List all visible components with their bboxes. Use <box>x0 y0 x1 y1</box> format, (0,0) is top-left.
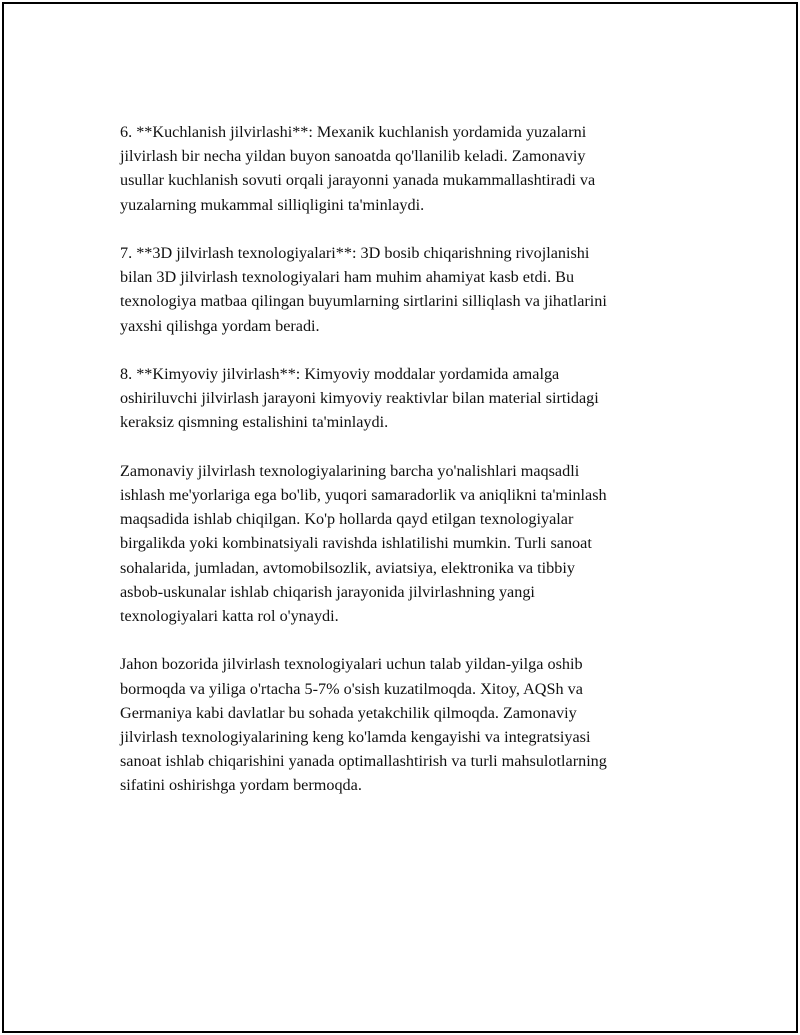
text-line: bilan 3D jilvirlash texnologiyalari ham muhim ahamiyat kasb etdi. Bu <box>120 268 575 287</box>
text-line: texnologiyalari katta rol o'ynaydi. <box>120 607 339 626</box>
text-line: jilvirlash bir necha yildan buyon sanoatda qo'llanilib keladi. Zamonaviy <box>120 147 586 166</box>
paragraph-4 <box>120 459 700 628</box>
text-line: sifatini oshirishga yordam bermoqda. <box>120 776 362 795</box>
text-line: bormoqda va yiliga o'rtacha 5-7% o'sish kuzatilmoqda. Xitoy, AQSh va <box>120 679 583 698</box>
paragraph-2 <box>120 241 700 338</box>
text-line: asbob-uskunalar ishlab chiqarish jarayonida jilvirlashning yangi <box>120 582 535 601</box>
text-line: birgalikda yoki kombinatsiyali ravishda ishlatilishi mumkin. Turli sanoat <box>120 534 592 553</box>
text-line: oshiriluvchi jilvirlash jarayoni kimyoviy reaktivlar bilan material sirtidagi <box>120 389 599 408</box>
text-line: texnologiya matbaa qilingan buyumlarning sirtlarini silliqlash va jihatlarini <box>120 292 607 311</box>
text-line: sanoat ishlab chiqarishini yanada optimallashtirish va turli mahsulotlarning <box>120 752 607 771</box>
text-line: usullar kuchlanish sovuti orqali jarayonni yanada mukammallashtiradi va <box>120 171 596 190</box>
document-body <box>120 120 700 822</box>
text-line: ishlash me'yorlariga ega bo'lib, yuqori samaradorlik va aniqlikni ta'minlash <box>120 486 607 504</box>
text-line: yuzalarning mukammal silliqligini ta'minlaydi. <box>120 195 425 214</box>
text-line: keraksiz qismning estalishini ta'minlaydi. <box>120 413 389 432</box>
text-line: Jahon bozorida jilvirlash texnologiyalari uchun talab yildan-yilga oshib <box>120 655 583 674</box>
text-line: Germaniya kabi davlatlar bu sohada yetakchilik qilmoqda. Zamonaviy <box>120 703 577 722</box>
text-line: jilvirlash texnologiyalarining keng ko'lamda kengayishi va integratsiyasi <box>120 728 591 747</box>
paragraph-3 <box>120 362 700 435</box>
text-line: Zamonaviy jilvirlash texnologiyalarining barcha yo'nalishlari maqsadli <box>120 461 580 480</box>
text-line: 8. **Kimyoviy jilvirlash**: Kimyoviy moddalar yordamida amalga <box>120 365 560 383</box>
text-line: maqsadida ishlab chiqilgan. Ko'p hollarda qayd etilgan texnologiyalar <box>120 510 574 529</box>
text-line: sohalarida, jumladan, avtomobilsozlik, aviatsiya, elektronika va tibbiy <box>120 558 575 577</box>
page-frame <box>2 2 798 1033</box>
paragraph-1 <box>120 120 700 217</box>
text-line: yaxshi qilishga yordam beradi. <box>120 316 320 335</box>
text-line: 6. **Kuchlanish jilvirlashi**: Mexanik kuchlanish yordamida yuzalarni <box>120 123 587 141</box>
paragraph-5 <box>120 652 700 797</box>
text-line: 7. **3D jilvirlash texnologiyalari**: 3D bosib chiqarishning rivojlanishi <box>120 244 590 262</box>
